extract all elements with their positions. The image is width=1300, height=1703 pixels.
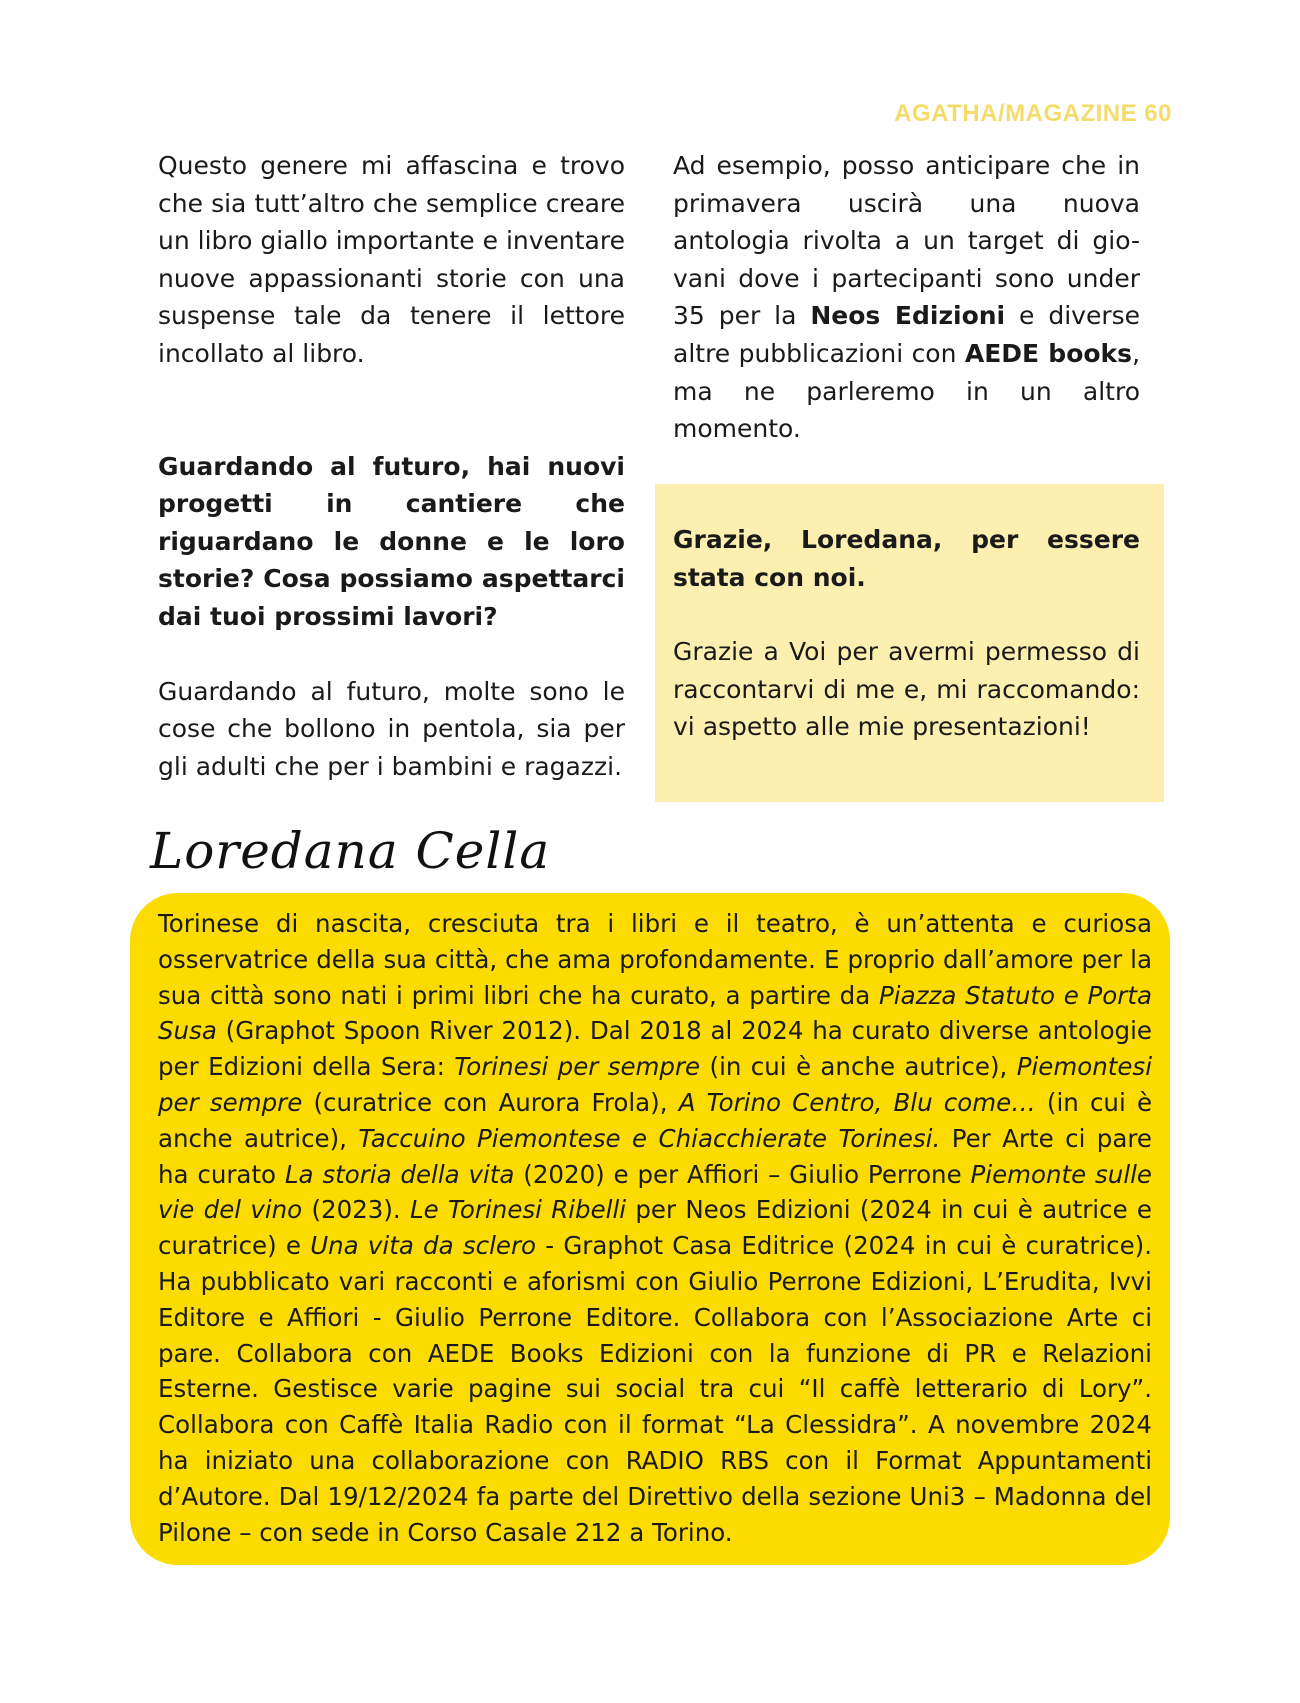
closing-question: Grazie, Loredana, per essere stata con noi. bbox=[673, 525, 1140, 592]
text-segment: Ad esempio, posso anticipare che in primavera uscirà una nuova antologia rivolta a un target di gio-vani dove i partecipanti sono under 35 per la bbox=[673, 151, 1140, 331]
magazine-header: AGATHA/MAGAZINE 60 bbox=[894, 100, 1172, 127]
continuation-paragraph bbox=[673, 147, 1140, 448]
bio-text-segment: (in cui è anche autrice), bbox=[158, 1087, 1153, 1153]
text-segment: , ma ne parleremo in un altro momento. bbox=[673, 338, 1141, 444]
bio-text-segment: (2020) e per Affiori – Giulio Perrone bbox=[514, 1159, 971, 1189]
author-bio-text bbox=[158, 906, 1152, 1550]
book-title: Piazza Statuto e Porta Susa bbox=[158, 980, 1152, 1046]
publisher-neos: Neos Edizioni bbox=[810, 301, 1006, 331]
book-title: Piemontesi per sempre bbox=[158, 1052, 1153, 1117]
closing-callout-text bbox=[673, 521, 1140, 746]
interview-question: Guardando al futuro, hai nuovi progetti in cantiere che riguardano le donne e le loro storie? Cosa possiamo aspettarci dai tuoi prossimi lavori? bbox=[158, 451, 625, 631]
book-title: A Torino Centro, Blu come… bbox=[678, 1087, 1036, 1117]
bio-text-segment: (curatrice con Aurora Frola), bbox=[302, 1087, 679, 1117]
bio-text-segment: Torinese di nascita, cresciuta tra i libri e il teatro, è un’attenta e curiosa osservatrice della sua città, che ama profondamente. E proprio dall’amore per la sua città sono nati i primi libri che ha curato, a partire da bbox=[158, 909, 1152, 1010]
book-title: Una vita da sclero bbox=[310, 1231, 537, 1261]
intro-paragraph: Questo genere mi affascina e trovo che sia tutt’altro che semplice creare un libro giallo importante e inventare nuove appassionanti storie con una suspense tale da tenere il lettore incollato al libro. bbox=[158, 151, 625, 368]
bio-text-segment: (2023). bbox=[302, 1195, 410, 1225]
book-title: Le Torinesi Ribelli bbox=[409, 1195, 627, 1225]
bio-text-segment: per Neos Edizioni (2024 in cui è autrice e curatrice) e bbox=[158, 1195, 1152, 1261]
bio-text-segment: - Graphot Casa Editrice (2024 in cui è curatrice). Ha pubblicato vari racconti e aforismi con Giulio Perrone Edizioni, L’Erudita, Ivvi Editore e Affiori - Giulio Perrone Editore. Collabora con l’Associazione Arte ci pare. Collabora con AEDE Books Edizioni con la funzione di PR e Relazioni Esterne. Gestisce varie pagine sui social tra cui “Il caffè letterario di Lory”. Collabora con Caffè Italia Radio con il format “La Clessidra”. A novembre 2024 ha iniziato una collaborazione con RADIO RBS con il Format Appuntamenti d’Autore. Dal 19/12/2024 fa parte del Direttivo della sezione Uni3 – Madonna del Pilone – con sede in Corso Casale 212 a Torino. bbox=[158, 1231, 1152, 1547]
answer-paragraph: Guardando al futuro, molte sono le cose che bollono in pentola, sia per gli adulti che per i bambini e ragazzi. bbox=[158, 676, 625, 781]
author-signature: Loredana Cella bbox=[150, 822, 551, 880]
book-title: Taccuino Piemontese e Chiacchierate Torinesi. bbox=[358, 1123, 941, 1153]
text-segment: e diverse altre pubblicazioni con bbox=[673, 301, 1141, 368]
bio-text-segment: (in cui è anche autrice), bbox=[700, 1052, 1017, 1082]
right-column bbox=[673, 147, 1140, 448]
book-title: Piemonte sulle vie del vino bbox=[158, 1159, 1153, 1225]
book-title: Torinesi per sempre bbox=[454, 1052, 701, 1082]
book-title: La storia della vita bbox=[284, 1159, 515, 1189]
publisher-aede: AEDE books bbox=[964, 338, 1133, 368]
left-column bbox=[158, 147, 625, 785]
closing-answer: Grazie a Voi per avermi permesso di raccontarvi di me e, mi raccomando: vi aspetto alle mie presentazioni! bbox=[673, 637, 1140, 742]
bio-text-segment: (Graphot Spoon River 2012). Dal 2018 al 2024 ha curato diverse antologie per Edizioni della Sera: bbox=[158, 1016, 1152, 1082]
bio-text-segment: Per Arte ci pare ha curato bbox=[158, 1123, 1152, 1189]
